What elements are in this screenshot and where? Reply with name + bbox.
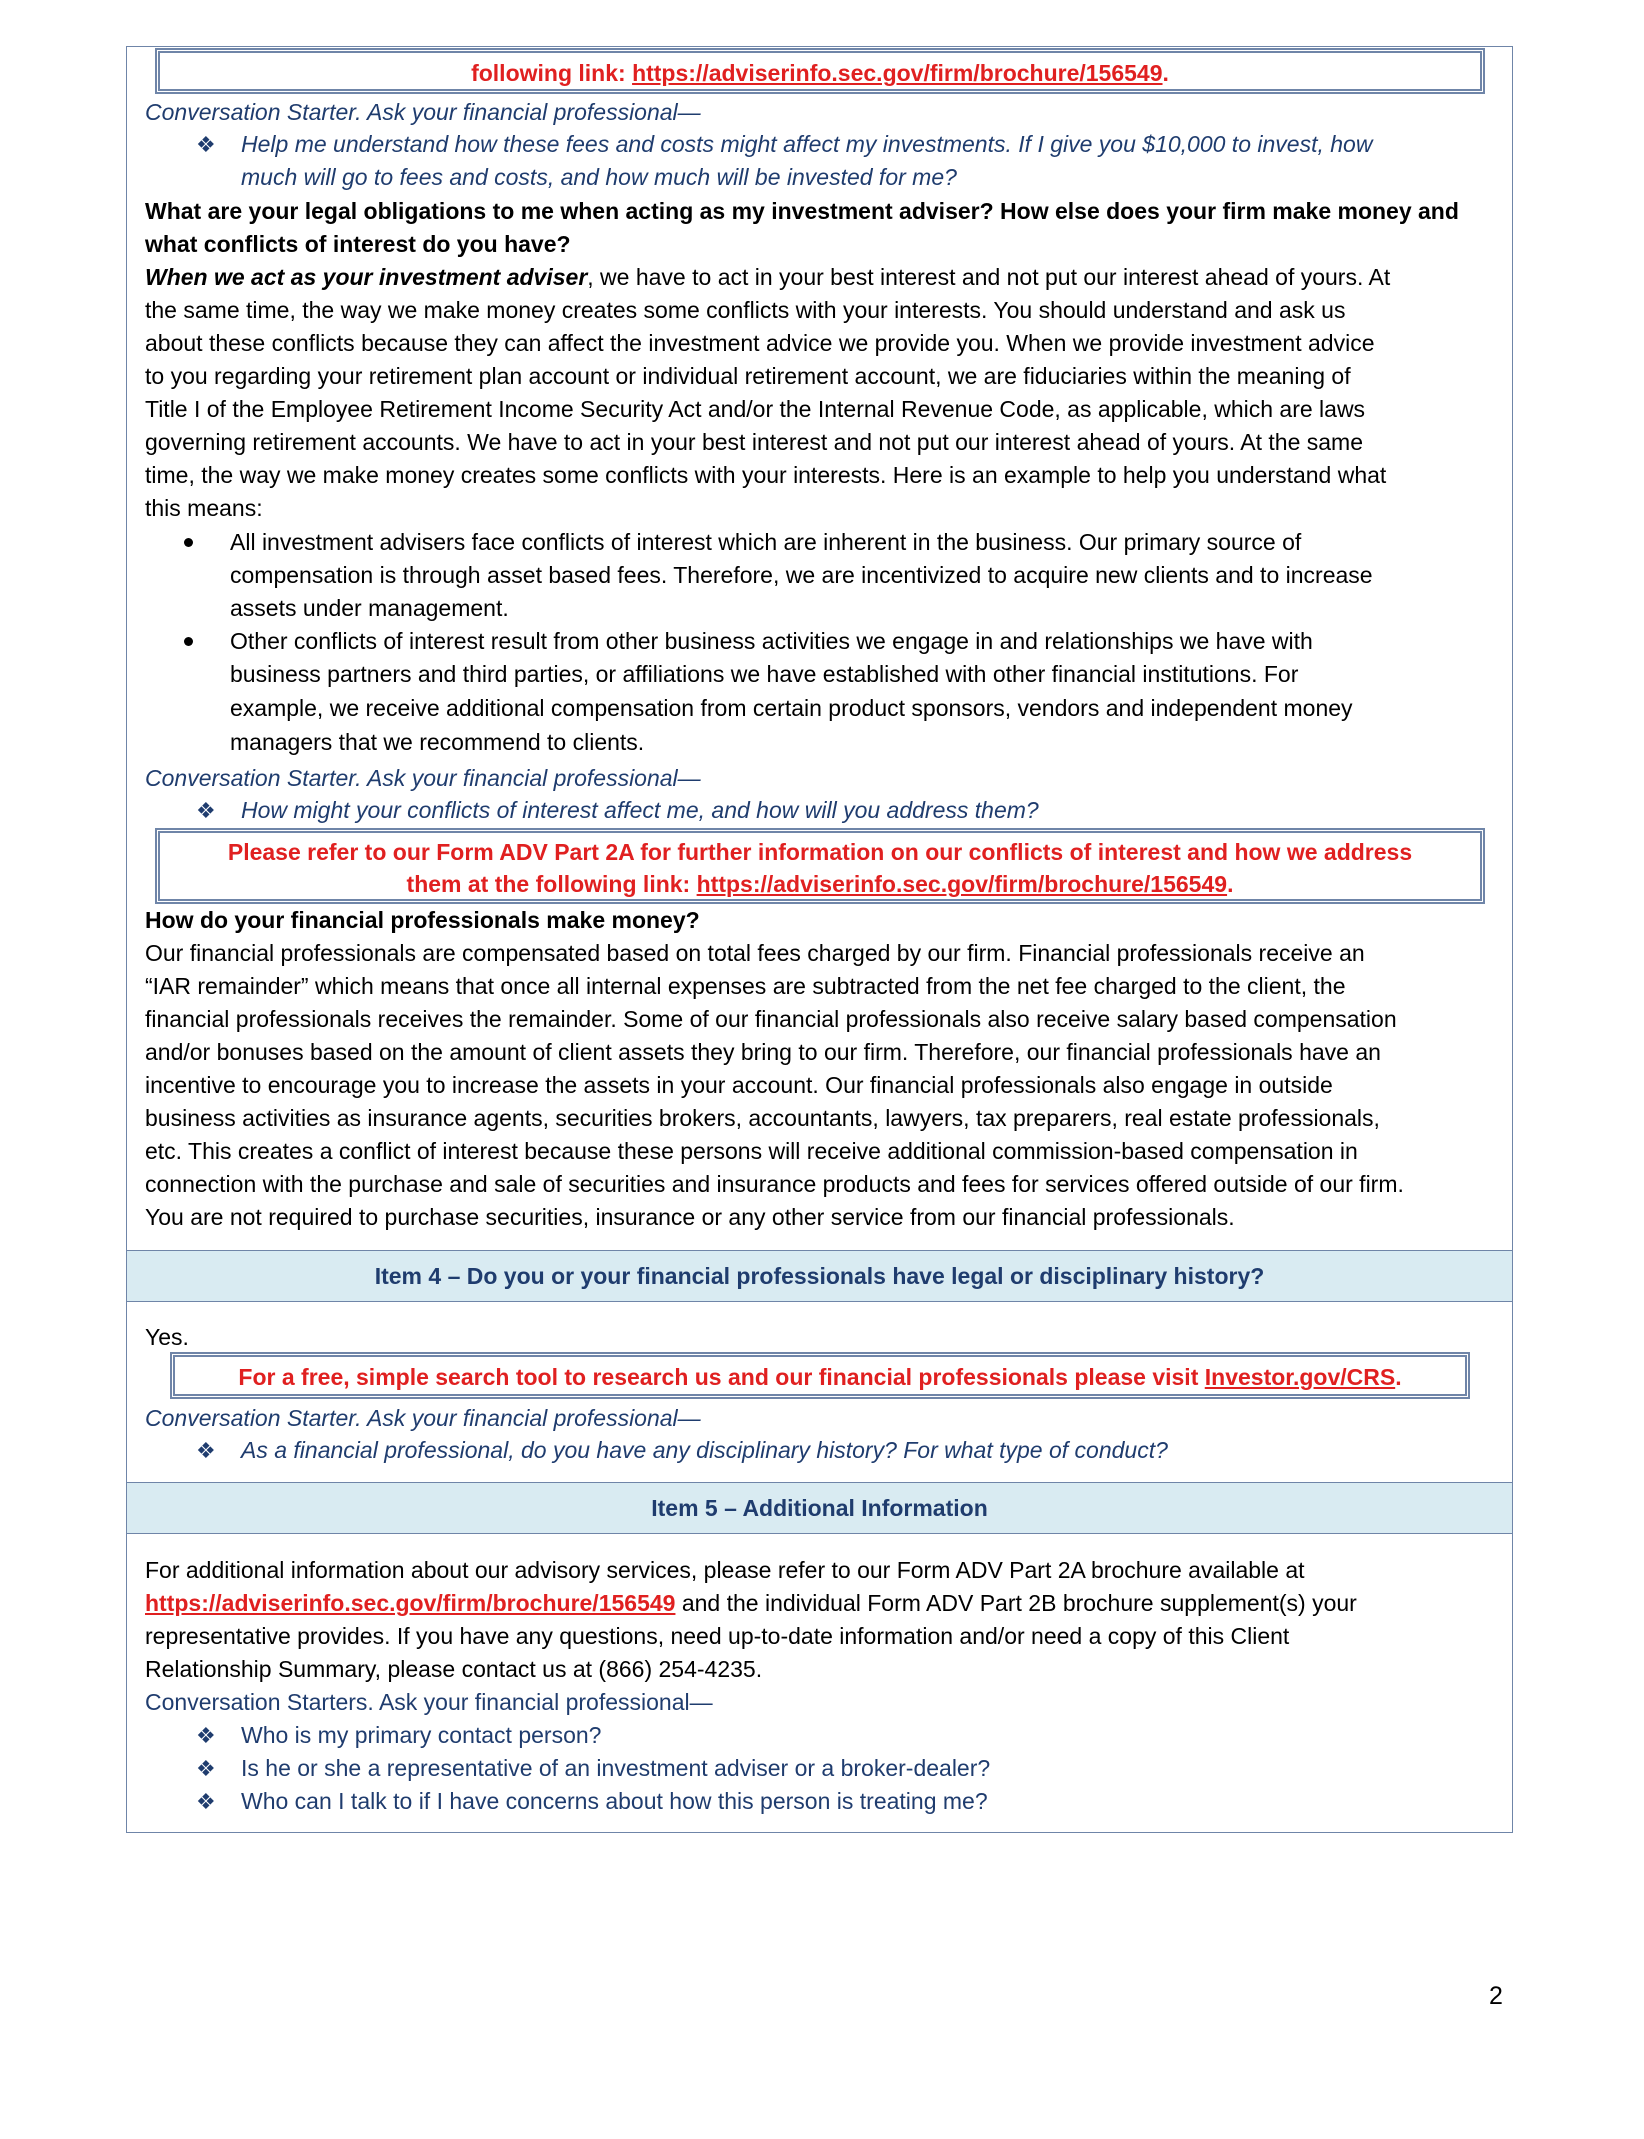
diamond-bullet-icon: ❖	[196, 1756, 216, 1781]
brochure-link[interactable]: https://adviserinfo.sec.gov/firm/brochure/156549	[145, 1590, 676, 1616]
brochure-link[interactable]: https://adviserinfo.sec.gov/firm/brochure/156549	[696, 871, 1228, 897]
body-line: incentive to encourage you to increase the assets in your account. Our financial professionals also engage in outside	[145, 1072, 1333, 1098]
diamond-bullet-icon: ❖	[196, 798, 216, 823]
section-heading: How do your financial professionals make money?	[145, 907, 700, 933]
starter-question: How might your conflicts of interest affect me, and how will you address them?	[241, 797, 1039, 823]
starter-question: Help me understand how these fees and costs might affect my investments. If I give you $10,000 to invest, how	[241, 131, 1373, 157]
starter-question: Who can I talk to if I have concerns about how this person is treating me?	[241, 1788, 988, 1814]
bullet-line: compensation is through asset based fees. Therefore, we are incentivized to acquire new clients and to increase	[230, 562, 1373, 588]
item5-title: Item 5 – Additional Information	[651, 1495, 988, 1521]
body-line: about these conflicts because they can affect the investment advice we provide you. When we provide investment advice	[145, 330, 1375, 356]
diamond-bullet-icon: ❖	[196, 1789, 216, 1814]
box-prefix: For a free, simple search tool to research us and our financial professionals please visit	[238, 1364, 1205, 1390]
body-line: Relationship Summary, please contact us at (866) 254-4235.	[145, 1656, 763, 1682]
body-line: business activities as insurance agents, securities brokers, accountants, lawyers, tax preparers, real estate professionals,	[145, 1105, 1380, 1131]
investor-search-box: For a free, simple search tool to research us and our financial professionals please visit Investor.gov/CRS.	[170, 1352, 1470, 1399]
starter-question: Is he or she a representative of an investment adviser or a broker-dealer?	[241, 1755, 991, 1781]
page-number: 2	[1489, 1982, 1503, 2010]
bullet-dot-icon	[184, 637, 193, 646]
item5-header	[127, 1482, 1512, 1534]
body-line: financial professionals receives the remainder. Some of our financial professionals also receive salary based compensation	[145, 1006, 1397, 1032]
diamond-bullet-icon: ❖	[196, 132, 216, 157]
bullet-line: example, we receive additional compensation from certain product sponsors, vendors and independent money	[230, 695, 1353, 721]
body-line: For additional information about our advisory services, please refer to our Form ADV Part 2A brochure available at	[145, 1557, 1305, 1583]
body-line: this means:	[145, 495, 263, 521]
body-line: Title I of the Employee Retirement Income Security Act and/or the Internal Revenue Code, as applicable, which are laws	[145, 396, 1366, 422]
bullet-line: All investment advisers face conflicts of interest which are inherent in the business. Our primary source of	[230, 529, 1302, 555]
conversation-starters-label: Conversation Starters. Ask your financial professional—	[145, 1689, 713, 1715]
bullet-line: assets under management.	[230, 595, 509, 621]
body-line: to you regarding your retirement plan account or individual retirement account, we are fiduciaries within the meaning of	[145, 363, 1351, 389]
body-line: Our financial professionals are compensated based on total fees charged by our firm. Financial professionals receive an	[145, 940, 1365, 966]
diamond-bullet-icon: ❖	[196, 1438, 216, 1463]
body-line: You are not required to purchase securities, insurance or any other service from our financial professionals.	[145, 1204, 1235, 1230]
bullet-line: business partners and third parties, or affiliations we have established with other financial institutions. For	[230, 661, 1299, 687]
body-line: and/or bonuses based on the amount of client assets they bring to our firm. Therefore, our financial professionals have an	[145, 1039, 1381, 1065]
box-prefix: them at the following link:	[406, 871, 697, 897]
body-line: etc. This creates a conflict of interest because these persons will receive additional commission-based compensation in	[145, 1138, 1358, 1164]
body-line: governing retirement accounts. We have to act in your best interest and not put our interest ahead of yours. At the same	[145, 429, 1363, 455]
body-line: connection with the purchase and sale of securities and insurance products and fees for services offered outside of our firm.	[145, 1171, 1404, 1197]
starter-question: much will go to fees and costs, and how much will be invested for me?	[241, 164, 957, 190]
lead-phrase: When we act as your investment adviser	[145, 264, 588, 290]
box-prefix: following link:	[471, 60, 633, 86]
body-line: https://adviserinfo.sec.gov/firm/brochure/156549 and the individual Form ADV Part 2B brochure supplement(s) your	[145, 1590, 1357, 1616]
body-line: the same time, the way we make money creates some conflicts with your interests. You should understand and ask us	[145, 297, 1346, 323]
item4-answer: Yes.	[145, 1324, 189, 1350]
body-line: representative provides. If you have any questions, need up-to-date information and/or need a copy of this Client	[145, 1623, 1290, 1649]
item4-header	[127, 1250, 1512, 1302]
bullet-dot-icon	[184, 538, 193, 547]
starter-question: As a financial professional, do you have any disciplinary history? For what type of conduct?	[241, 1437, 1168, 1463]
brochure-link-box: following link: https://adviserinfo.sec.gov/firm/brochure/156549.	[155, 48, 1485, 94]
brochure-link[interactable]: https://adviserinfo.sec.gov/firm/brochure/156549	[632, 60, 1163, 86]
conversation-starter-label: Conversation Starter. Ask your financial professional—	[145, 1405, 701, 1431]
body-line: “IAR remainder” which means that once all internal expenses are subtracted from the net fee charged to the client, the	[145, 973, 1346, 999]
bullet-line: Other conflicts of interest result from other business activities we engage in and relationships we have with	[230, 628, 1313, 654]
conflicts-info-box: Please refer to our Form ADV Part 2A for further information on our conflicts of interest and how we address them at the following link: https://adviserinfo.sec.gov/firm/brochure/156549.	[155, 828, 1485, 904]
investor-gov-link[interactable]: Investor.gov/CRS	[1204, 1364, 1396, 1390]
section-heading: What are your legal obligations to me when acting as my investment adviser? How else does your firm make money and	[145, 198, 1459, 224]
conversation-starter-label: Conversation Starter. Ask your financial professional—	[145, 99, 701, 125]
starter-question: Who is my primary contact person?	[241, 1722, 602, 1748]
diamond-bullet-icon: ❖	[196, 1723, 216, 1748]
bullet-line: managers that we recommend to clients.	[230, 729, 645, 755]
conversation-starter-label: Conversation Starter. Ask your financial professional—	[145, 765, 701, 791]
item4-title: Item 4 – Do you or your financial professionals have legal or disciplinary history?	[374, 1263, 1265, 1289]
box-line: Please refer to our Form ADV Part 2A for further information on our conflicts of interest and how we address	[227, 839, 1413, 865]
body-line: time, the way we make money creates some conflicts with your interests. Here is an example to help you understand what	[145, 462, 1387, 488]
body-line: When we act as your investment adviser, we have to act in your best interest and not put our interest ahead of yours. At	[145, 264, 1391, 290]
section-heading: what conflicts of interest do you have?	[145, 231, 571, 257]
